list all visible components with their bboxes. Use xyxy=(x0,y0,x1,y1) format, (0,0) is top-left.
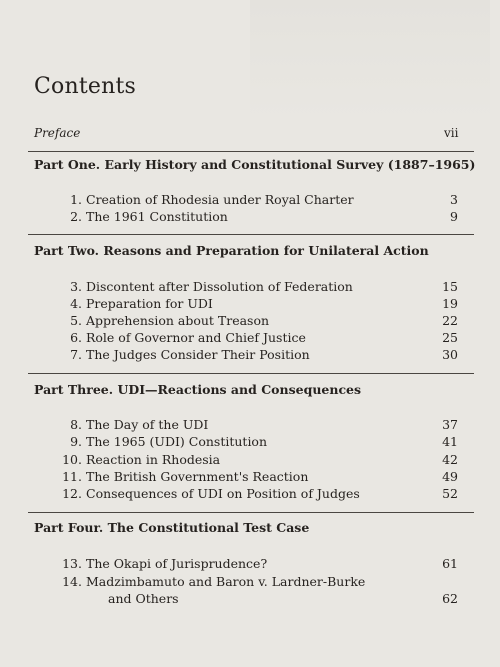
toc-entry xyxy=(0,486,500,503)
toc-entry xyxy=(0,469,500,486)
chapter-title: The Okapi of Jurisprudence? xyxy=(86,556,268,571)
chapter-number: 2. xyxy=(70,209,82,224)
section-rule xyxy=(28,234,474,235)
toc-entry xyxy=(0,417,500,434)
chapter-page: 9 xyxy=(450,209,458,224)
section-rule xyxy=(28,512,474,513)
chapter-number: 8. xyxy=(70,417,82,432)
chapter-page: 37 xyxy=(442,417,458,432)
chapter-page: 42 xyxy=(442,452,458,467)
chapter-title: Apprehension about Treason xyxy=(86,313,270,328)
chapter-title: Discontent after Dissolution of Federation xyxy=(86,279,353,294)
toc-entry xyxy=(0,209,500,226)
chapter-number: 10. xyxy=(62,452,82,467)
chapter-page: 22 xyxy=(442,313,458,328)
toc-entry xyxy=(0,192,500,209)
toc-entry xyxy=(0,330,500,347)
chapter-number: 1. xyxy=(70,192,82,207)
preface-page-number: vii xyxy=(444,126,459,140)
show-through-text xyxy=(250,0,490,120)
chapter-number: 3. xyxy=(70,279,82,294)
chapter-title-continuation: and Others xyxy=(108,591,179,606)
chapter-page: 15 xyxy=(442,279,458,294)
part-three-heading: Part Three. UDI—Reactions and Consequences xyxy=(34,382,362,397)
chapter-number: 11. xyxy=(62,469,82,484)
chapter-page: 41 xyxy=(442,434,458,449)
chapter-number: 4. xyxy=(70,296,82,311)
chapter-page: 49 xyxy=(442,469,458,484)
chapter-number: 9. xyxy=(70,434,82,449)
toc-entry xyxy=(0,296,500,313)
chapter-page: 62 xyxy=(442,591,458,606)
chapter-title: The 1965 (UDI) Constitution xyxy=(86,434,268,449)
chapter-title: The British Government's Reaction xyxy=(86,469,309,484)
chapter-page: 3 xyxy=(450,192,458,207)
chapter-title: The Judges Consider Their Position xyxy=(86,347,310,362)
chapter-title: The 1961 Constitution xyxy=(86,209,228,224)
chapter-title: Consequences of UDI on Position of Judges xyxy=(86,486,360,501)
toc-entry xyxy=(0,313,500,330)
part-one-heading: Part One. Early History and Constitutional Survey (1887–1965) xyxy=(34,157,476,172)
toc-entry xyxy=(0,347,500,364)
toc-entry xyxy=(0,279,500,296)
part-four-heading: Part Four. The Constitutional Test Case xyxy=(34,520,310,535)
toc-entry xyxy=(0,556,500,573)
chapter-title: Madzimbamuto and Baron v. Lardner-Burke xyxy=(86,574,366,589)
toc-entry xyxy=(0,452,500,469)
toc-entry xyxy=(0,574,500,591)
chapter-page: 19 xyxy=(442,296,458,311)
chapter-title: Creation of Rhodesia under Royal Charter xyxy=(86,192,354,207)
chapter-title: The Day of the UDI xyxy=(86,417,209,432)
chapter-number: 14. xyxy=(62,574,82,589)
part-two-heading: Part Two. Reasons and Preparation for Unilateral Action xyxy=(34,243,429,258)
chapter-page: 25 xyxy=(442,330,458,345)
chapter-page: 30 xyxy=(442,347,458,362)
chapter-title: Preparation for UDI xyxy=(86,296,213,311)
chapter-number: 12. xyxy=(62,486,82,501)
chapter-title: Role of Governor and Chief Justice xyxy=(86,330,306,345)
chapter-number: 5. xyxy=(70,313,82,328)
toc-entry xyxy=(0,434,500,451)
contents-heading: Contents xyxy=(34,74,137,99)
preface-label: Preface xyxy=(34,126,81,140)
chapter-page: 52 xyxy=(442,486,458,501)
chapter-title: Reaction in Rhodesia xyxy=(86,452,221,467)
section-rule xyxy=(28,373,474,374)
chapter-number: 7. xyxy=(70,347,82,362)
chapter-page: 61 xyxy=(442,556,458,571)
chapter-number: 6. xyxy=(70,330,82,345)
section-rule xyxy=(28,151,474,152)
chapter-number: 13. xyxy=(62,556,82,571)
